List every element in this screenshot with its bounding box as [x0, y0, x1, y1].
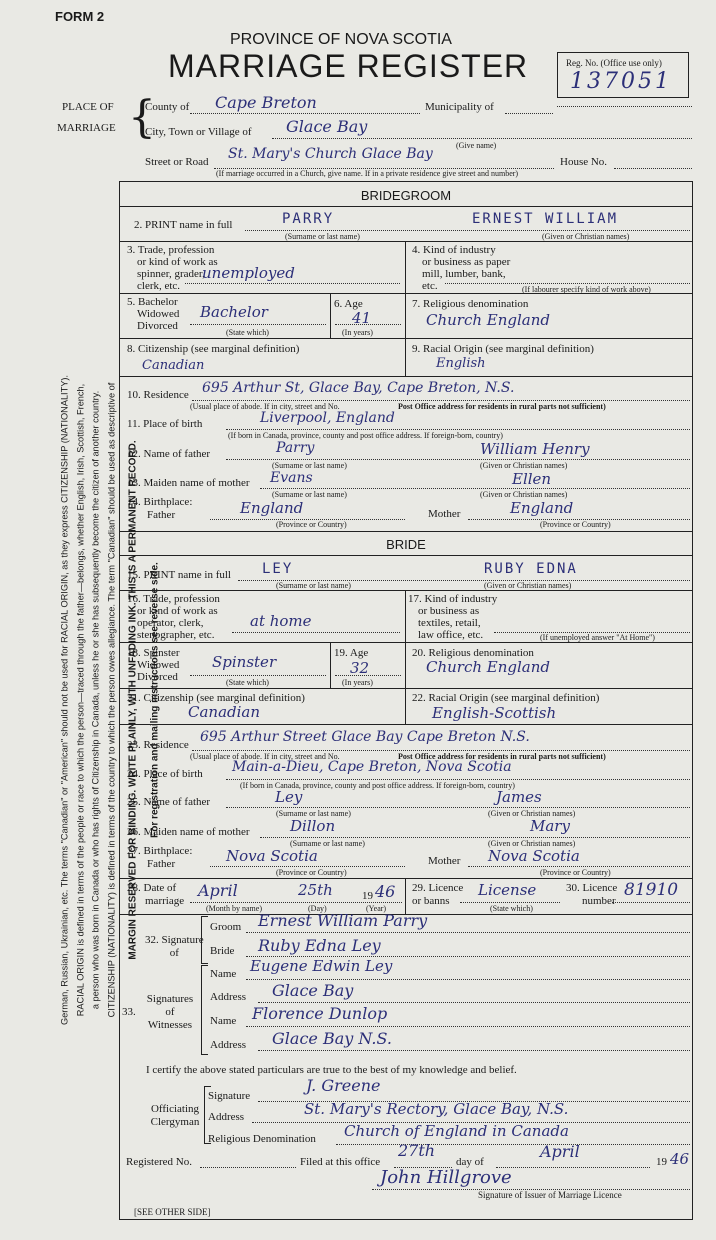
bride-status-label: 18. Spinster Widowed Divorced — [127, 647, 180, 683]
bride-residence-note-b: Post Office address for residents in rural parts not sufficient) — [398, 752, 606, 761]
place-brace: { — [128, 92, 156, 143]
bride-residence-value: 695 Arthur Street Glace Bay Cape Breton N.S. — [200, 729, 530, 745]
certify-statement: I certify the above stated particulars are true to the best of my knowledge and belief. — [146, 1064, 517, 1076]
sig-label: 32. Signature of — [145, 934, 204, 959]
bride-trade-value: at home — [250, 612, 312, 630]
clergy-denom-label: Religious Denomination — [208, 1133, 316, 1145]
licence-type-caption: (State which) — [490, 904, 533, 913]
bride-heading: BRIDE — [386, 537, 426, 552]
marriage-day: 25th — [298, 881, 333, 899]
bride-given-names: RUBY EDNA — [484, 561, 578, 577]
bride-father-given-caption: (Given or Christian names) — [488, 809, 576, 818]
groom-age-caption: (In years) — [342, 328, 373, 337]
bride-signature: Ruby Edna Ley — [258, 936, 381, 955]
margin-line-3: CITIZENSHIP (NATIONALITY) is defined in terms of the country to which the person owes allegiance. The term "Canadian" should be used as descriptive of — [106, 382, 116, 1018]
groom-birth-note: (If born in Canada, province, county and post office address. If foreign-born, country) — [228, 431, 503, 440]
margin-line-2: MARGIN RESERVED FOR BINDING. WRITE PLAINLY, WITH UNFADING INK. THIS IS A PERMANENT RECORD. — [127, 440, 139, 960]
bride-age-caption: (In years) — [342, 678, 373, 687]
reg-number-label: Reg. No. (Office use only) — [566, 58, 662, 68]
licence-type-value: License — [478, 881, 537, 899]
groom-citizenship-label: 8. Citizenship (see marginal definition) — [127, 343, 300, 355]
groom-age-value: 41 — [352, 309, 372, 327]
clergy-address-label: Address — [208, 1111, 245, 1123]
registered-no-label: Registered No. — [126, 1156, 192, 1168]
groom-surname: PARRY — [282, 211, 335, 227]
groom-father-surname: Parry — [276, 440, 315, 456]
street-note: (If marriage occurred in a Church, give name. If in a private residence give street and number) — [216, 169, 519, 178]
w2-address-label: Address — [210, 1039, 247, 1051]
bride-father-given: James — [496, 788, 542, 806]
licence-number-label: 30. Licence number — [566, 882, 618, 907]
groom-citizenship-value: Canadian — [142, 358, 205, 373]
bride-status-caption: (State which) — [226, 678, 269, 687]
groom-birth-label: 11. Place of birth — [127, 418, 203, 430]
city-value: Glace Bay — [286, 117, 368, 136]
bride-birth-label: 24. Place of birth — [127, 768, 203, 780]
w1-name-label: Name — [210, 968, 237, 980]
groom-industry-note: (If labourer specify kind of work above) — [522, 285, 651, 294]
groom-status-caption: (State which) — [226, 328, 269, 337]
groom-racial-value: English — [436, 356, 486, 371]
bride-mother-given: Mary — [530, 817, 570, 835]
groom-sig-label: Groom — [210, 921, 242, 933]
clergy-address: St. Mary's Rectory, Glace Bay, N.S. — [304, 1100, 569, 1118]
groom-residence-label: 10. Residence — [127, 389, 189, 401]
groom-residence-note-a: (Usual place of abode. If in city, street and No. — [190, 402, 340, 411]
bride-racial-label: 22. Racial Origin (see marginal definition) — [412, 692, 600, 704]
bride-birthplace-label: 27. Birthplace: Father — [127, 845, 193, 870]
groom-mother-birthplace: England — [510, 499, 574, 517]
bride-residence-note-a: (Usual place of abode. If in city, street and No. — [190, 752, 340, 761]
bride-citizenship-value: Canadian — [188, 703, 261, 721]
margin-line-1: For registration and mailing instructions see reverse side. — [149, 562, 160, 838]
county-value: Cape Breton — [215, 93, 317, 112]
bride-age-value: 32 — [350, 659, 370, 677]
w1-address: Glace Bay — [272, 981, 354, 1000]
province-heading: PROVINCE OF NOVA SCOTIA — [230, 31, 452, 48]
bride-mother-given-caption: (Given or Christian names) — [488, 839, 576, 848]
clergy-label: Officiating Clergyman — [150, 1103, 200, 1128]
reg-number-value: 137051 — [570, 69, 672, 94]
margin-line-6: German, Russian, Ukrainian, etc. The terms "Canadian" or "American" should not be used for RACIAL ORIGIN, as they express CITIZENSHIP (NATIONALITY). — [59, 375, 70, 1025]
groom-trade-label: 3. Trade, profession or kind of work as spinner, grader, clerk, etc. — [127, 244, 218, 292]
witness-brace — [201, 965, 208, 1055]
bride-religion-label: 20. Religious denomination — [412, 647, 534, 659]
form-label: FORM 2 — [55, 9, 105, 24]
municipality-label: Municipality of — [425, 101, 494, 113]
marriage-month: April — [198, 881, 238, 900]
bride-birth-note: (If born in Canada, province, county and post office address. If foreign-born, country) — [240, 781, 515, 790]
witness-number: 33. — [122, 1006, 136, 1018]
groom-father-label: 12. Name of father — [127, 448, 211, 460]
marriage-year: 46 — [375, 882, 396, 901]
give-name-caption: (Give name) — [456, 141, 497, 150]
groom-mother-given: Ellen — [512, 470, 552, 488]
county-label: County of — [145, 101, 190, 113]
w1-name: Eugene Edwin Ley — [250, 957, 393, 975]
bride-trade-label: 16. Trade, profession or kind of work as operator, clerk, stenographer, etc. — [127, 593, 220, 641]
licence-number-value: 81910 — [624, 880, 679, 900]
bride-racial-value: English-Scottish — [432, 704, 557, 722]
filed-label: Filed at this office — [300, 1156, 381, 1168]
bride-father-birthplace: Nova Scotia — [226, 847, 318, 865]
groom-status-label: 5. Bachelor Widowed Divorced — [127, 296, 180, 332]
filed-day: 27th — [398, 1141, 436, 1160]
groom-residence-value: 695 Arthur St, Glace Bay, Cape Breton, N.S. — [202, 380, 515, 396]
w2-address: Glace Bay N.S. — [272, 1029, 392, 1048]
groom-mother-surname: Evans — [270, 470, 313, 486]
bride-residence-label: 23. Residence — [127, 739, 189, 751]
bride-given-caption: (Given or Christian names) — [484, 581, 572, 590]
marriage-day-caption: (Day) — [308, 904, 327, 913]
bride-father-bp-caption: (Province or Country) — [276, 868, 347, 877]
city-label: City, Town or Village of — [145, 126, 252, 138]
bride-father-label: 25. Name of father — [127, 796, 211, 808]
groom-religion-label: 7. Religious denomination — [412, 298, 529, 310]
groom-father-birthplace: England — [240, 499, 304, 517]
bridegroom-heading: BRIDEGROOM — [360, 188, 452, 203]
bride-father-surname-caption: (Surname or last name) — [276, 809, 351, 818]
groom-father-given: William Henry — [480, 440, 590, 458]
bride-father-surname: Ley — [275, 788, 303, 806]
bride-surname-caption: (Surname or last name) — [276, 581, 351, 590]
marriage-date-label: 28. Date of marriage — [127, 882, 185, 907]
groom-status-value: Bachelor — [200, 303, 268, 321]
groom-residence-note-b: Post Office address for residents in rural parts not sufficient) — [398, 402, 606, 411]
bride-birth-value: Main-a-Dieu, Cape Breton, Nova Scotia — [232, 759, 512, 775]
bride-status-value: Spinster — [212, 653, 277, 671]
bride-industry-note: (If unemployed answer "At Home") — [540, 633, 655, 642]
place-label-2: MARRIAGE — [57, 122, 116, 134]
reg-number-box — [557, 52, 689, 98]
see-other-side: [SEE OTHER SIDE] — [134, 1207, 211, 1217]
filed-day-label: day of — [456, 1156, 484, 1168]
bride-mother-bp-caption: (Province or Country) — [540, 868, 611, 877]
w2-name: Florence Dunlop — [252, 1004, 388, 1023]
groom-religion-value: Church England — [426, 311, 551, 329]
groom-mother-bp-caption: (Province or Country) — [540, 520, 611, 529]
street-value: St. Mary's Church Glace Bay — [228, 146, 433, 162]
groom-father-bp-caption: (Province or Country) — [276, 520, 347, 529]
bride-mother-birthplace: Nova Scotia — [488, 847, 580, 865]
clergy-sig-label: Signature — [208, 1090, 251, 1102]
page-title: MARRIAGE REGISTER — [168, 48, 529, 84]
groom-mother-bp-label: Mother — [428, 508, 461, 520]
bride-age-label: 19. Age — [334, 647, 369, 659]
filed-month: April — [540, 1142, 580, 1161]
groom-given-names: ERNEST WILLIAM — [472, 211, 619, 227]
sig-brace — [201, 916, 208, 964]
bride-mother-label: 26. Maiden name of mother — [127, 826, 250, 838]
witness-label: Signatures of Witnesses — [146, 993, 194, 1031]
marriage-year-prefix: 19 — [362, 890, 373, 902]
groom-father-surname-caption: (Surname or last name) — [272, 461, 347, 470]
bride-mother-surname-caption: (Surname or last name) — [290, 839, 365, 848]
bride-industry-label: 17. Kind of industry or business as textiles, retail, law office, etc. — [408, 593, 498, 641]
street-label: Street or Road — [145, 156, 209, 168]
groom-mother-label: 13. Maiden name of mother — [127, 477, 250, 489]
groom-trade-value: unemployed — [202, 264, 295, 282]
filed-year-prefix: 19 — [656, 1156, 667, 1168]
groom-racial-label: 9. Racial Origin (see marginal definition) — [412, 343, 594, 355]
groom-birth-value: Liverpool, England — [260, 410, 395, 426]
bride-mother-bp-label: Mother — [428, 855, 461, 867]
groom-print-label: 2. PRINT name in full — [134, 219, 233, 231]
filed-year: 46 — [670, 1150, 690, 1168]
margin-line-4: a person who was born in Canada or who has rights of Citizenship in Canada, unless he or she has subsequently become the citizen of another country. — [90, 390, 101, 1010]
house-label: House No. — [560, 156, 608, 168]
w2-name-label: Name — [210, 1015, 237, 1027]
issuer-label: Signature of Issuer of Marriage Licence — [478, 1190, 622, 1200]
place-label-1: PLACE OF — [62, 101, 114, 113]
groom-industry-label: 4. Kind of industry or business as paper mill, lumber, bank, etc. — [412, 244, 511, 292]
groom-signature: Ernest William Parry — [258, 911, 428, 930]
bride-citizenship-label: 21. Citizenship (see marginal definition) — [127, 692, 305, 704]
clergy-signature: J. Greene — [306, 1076, 381, 1095]
groom-given-caption: (Given or Christian names) — [542, 232, 630, 241]
w1-address-label: Address — [210, 991, 247, 1003]
bride-religion-value: Church England — [426, 658, 551, 676]
groom-birthplace-label: 14. Birthplace: Father — [127, 496, 193, 521]
groom-mother-given-caption: (Given or Christian names) — [480, 490, 568, 499]
marriage-month-caption: (Month by name) — [206, 904, 262, 913]
marriage-year-caption: (Year) — [366, 904, 387, 913]
bride-surname: LEY — [262, 561, 294, 577]
groom-age-label: 6. Age — [334, 298, 363, 310]
licence-type-label: 29. Licence or banns — [412, 882, 464, 907]
groom-father-given-caption: (Given or Christian names) — [480, 461, 568, 470]
issuer-signature: John Hillgrove — [380, 1167, 512, 1188]
clergy-denomination: Church of England in Canada — [344, 1122, 569, 1140]
groom-mother-surname-caption: (Surname or last name) — [272, 490, 347, 499]
bride-mother-surname: Dillon — [290, 817, 336, 835]
bride-sig-label: Bride — [210, 945, 235, 957]
bride-print-label: 15. PRINT name in full — [127, 569, 231, 581]
groom-surname-caption: (Surname or last name) — [285, 232, 360, 241]
margin-line-5: RACIAL ORIGIN is defined in terms of the people or race to which the person—traced through the father—belongs, whether English, Irish, Scottish, French, — [75, 383, 85, 1017]
